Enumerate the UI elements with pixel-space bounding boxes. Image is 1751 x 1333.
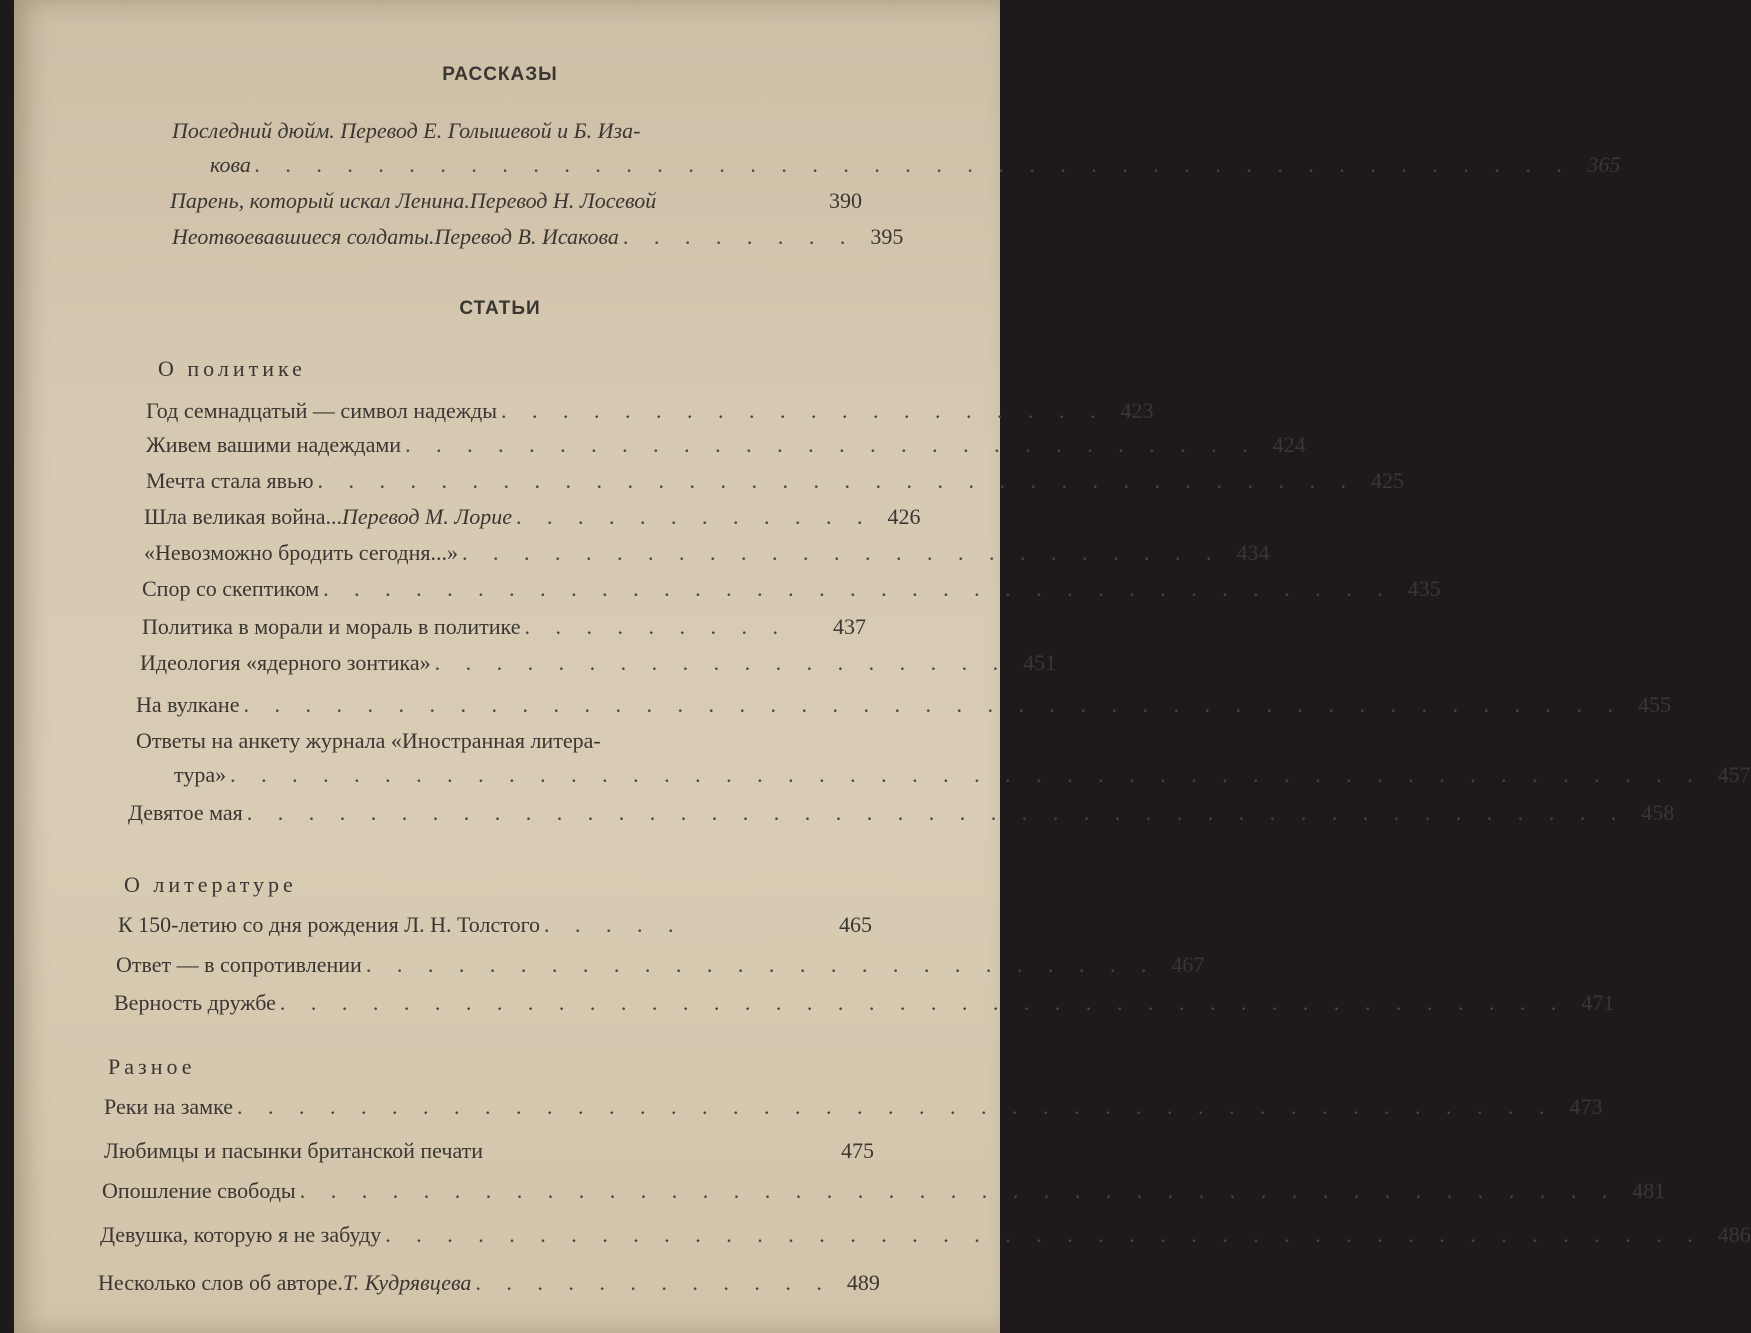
- subsection-misc: Разное: [108, 1054, 196, 1079]
- leader-dots: . . . . . . . . . . . . . . . . . . . . . . . . . . . . . . . . . . . . . . . . . . .: [299, 1178, 1618, 1203]
- toc-entry-title: Реки на замке: [104, 1094, 233, 1119]
- toc-entry: [136, 692, 1671, 718]
- toc-entry-title: К 150-летию со дня рождения Л. Н. Толстого: [118, 912, 541, 937]
- toc-entry: [144, 504, 921, 530]
- leader-dots: . . . . . . . . . . . .: [475, 1270, 832, 1295]
- toc-entry-title: Несколько слов об авторе.: [98, 1270, 343, 1295]
- toc-entry-title: Ответ — в сопротивлении: [116, 952, 362, 977]
- toc-entry: [116, 952, 1205, 978]
- leader-dots: . . . . . . . . . . . . . . . . . . . . . . . . . . . . . . . . . . . . . . . . . . .: [385, 1222, 1703, 1247]
- toc-entry: [174, 762, 1751, 788]
- toc-entry: [146, 468, 1405, 494]
- toc-entry-title: Неотвоевавшиеся солдаты.: [172, 224, 435, 249]
- toc-entry: [146, 432, 1306, 458]
- page-number: 365: [1587, 152, 1621, 177]
- toc-entry-title: Живем вашими надеждами: [146, 432, 402, 457]
- page-number: 471: [1581, 990, 1615, 1015]
- toc-entry: [172, 224, 904, 250]
- stories-heading: РАССКАЗЫ: [442, 64, 558, 85]
- page-number: 473: [1569, 1094, 1603, 1119]
- page-number: 475: [841, 1138, 874, 1163]
- toc-entry: [210, 152, 1621, 178]
- leader-dots: . . . . . . . . . . . . . . . . . . . . . . . . . . . . . . . . . . . . . . . . . . . . .: [243, 692, 1623, 717]
- toc-entry-translator: Перевод М. Лорие: [342, 504, 513, 529]
- page-number: 458: [1641, 800, 1675, 825]
- toc-entry: [140, 650, 1057, 676]
- toc-entry-title: Год семнадцатый — символ надежды: [146, 398, 497, 423]
- leader-dots: . . . . . . . . . . . . . . . . . . . .: [501, 398, 1106, 423]
- leader-dots: . . . . . . . . . . . . . . . . . . . . . . . . . . . . . . . . . . . . . . . . . . .: [254, 152, 1573, 177]
- toc-entry-title: тура»: [174, 762, 227, 787]
- toc-entry: [142, 614, 866, 640]
- toc-entry-translator: Перевод В. Исакова: [434, 224, 619, 249]
- leader-dots: . . . . . . . . . . . . . . . . . . . . . . . . . . . . . . . . . . . . . . . . . . .: [237, 1094, 1555, 1119]
- page-number: 425: [1371, 468, 1405, 493]
- leader-dots: . . . . .: [544, 912, 684, 937]
- page-number: 457: [1717, 762, 1751, 787]
- toc-entry-line1: Ответы на анкету журнала «Иностранная литера-: [136, 728, 601, 753]
- toc-entry: [114, 990, 1615, 1016]
- page-number: 455: [1637, 692, 1671, 717]
- leader-dots: . . . . . . . . .: [524, 614, 788, 639]
- page-number: 465: [839, 912, 872, 937]
- leader-dots: . . . . . . . . . . . . . . . . . . . . . . . . . .: [365, 952, 1157, 977]
- page-number: 489: [846, 1270, 880, 1295]
- subsection-literature: О литературе: [124, 872, 297, 897]
- toc-entry-title: Мечта стала явью: [146, 468, 314, 493]
- articles-heading: СТАТЬИ: [459, 298, 541, 319]
- page-number: 467: [1171, 952, 1205, 977]
- page-number: 486: [1717, 1222, 1751, 1247]
- toc-entry-title: Опошление свободы: [102, 1178, 296, 1203]
- toc-entry-title: «Невозможно бродить сегодня...»: [144, 540, 459, 565]
- toc-entry: [118, 912, 872, 938]
- toc-entry-title: Спор со скептиком: [142, 576, 320, 601]
- toc-entry-title: Идеология «ядерного зонтика»: [140, 650, 431, 675]
- page-number: 481: [1632, 1178, 1666, 1203]
- toc-entry-title: Девятое мая: [128, 800, 243, 825]
- toc-entry: [98, 1270, 880, 1296]
- subsection-politics: О политике: [158, 356, 306, 381]
- toc-entry-author: Т. Кудрявцева: [342, 1270, 472, 1295]
- leader-dots: . . . . . . . . . . . . . . . . . . . . . . . . . . . . . . . . . . . . . . . . . . . . .: [246, 800, 1627, 825]
- page-number: 426: [887, 504, 921, 529]
- leader-dots: . . . . . . . . . . . . . . . . . . . . . . . . . . . . . . . . . . .: [323, 576, 1393, 601]
- toc-entry-title: Парень, который искал Ленина.: [170, 188, 470, 213]
- page-number: 434: [1236, 540, 1270, 565]
- toc-entry: [100, 1222, 1751, 1248]
- toc-entry-title: Шла великая война...: [144, 504, 342, 529]
- page-number: 390: [829, 188, 862, 213]
- toc-entry-translator: Перевод Н. Лосевой: [469, 188, 657, 213]
- toc-entry-title: Верность дружбе: [114, 990, 276, 1015]
- leader-dots: . . . . . . . .: [622, 224, 856, 249]
- page-number: 423: [1120, 398, 1154, 423]
- leader-dots: . . . . . . . . . . . . . . . . . . . . . . . . . . . . . . . . . . . . . . . . . .: [279, 990, 1567, 1015]
- toc-entry-title: Девушка, которую я не забуду: [100, 1222, 382, 1247]
- toc-entry-line1: Последний дюйм. Перевод Е. Голышевой и Б. Иза-: [172, 118, 641, 143]
- leader-dots: . . . . . . . . . . . . . . . . . . . . . . . . . . . .: [405, 432, 1258, 457]
- leader-dots: . . . . . . . . . . . . . . . . . . . . . . . . . . . . . . . . . .: [317, 468, 1357, 493]
- toc-entry: [102, 1178, 1666, 1204]
- leader-dots: . . . . . . . . . . . . . . . . . . . . . . . . .: [462, 540, 1222, 565]
- toc-entry: [142, 576, 1441, 602]
- page-number: 424: [1272, 432, 1306, 457]
- toc-entry-title: Политика в морали и мораль в политике: [142, 614, 521, 639]
- toc-entry: [170, 188, 862, 214]
- toc-entry: [128, 800, 1675, 826]
- leader-dots: . . . . . . . . . . . . . . . . . . .: [434, 650, 1009, 675]
- toc-entry-title: кова: [210, 152, 251, 177]
- page-number: 435: [1407, 576, 1441, 601]
- toc-entry: [104, 1094, 1603, 1120]
- toc-entry: [146, 398, 1154, 424]
- toc-entry-title: На вулкане: [136, 692, 240, 717]
- page-number: 437: [833, 614, 866, 639]
- toc-entry-title: Любимцы и пасынки британской печати: [104, 1138, 484, 1163]
- toc-entry: [104, 1138, 874, 1164]
- leader-dots: . . . . . . . . . . . . . . . . . . . . . . . . . . . . . . . . . . . . . . . . . . . . . . . .: [230, 762, 1703, 787]
- page-number: 451: [1023, 650, 1057, 675]
- toc-entry: [144, 540, 1270, 566]
- leader-dots: . . . . . . . . . . . .: [516, 504, 873, 529]
- page-number: 395: [870, 224, 904, 249]
